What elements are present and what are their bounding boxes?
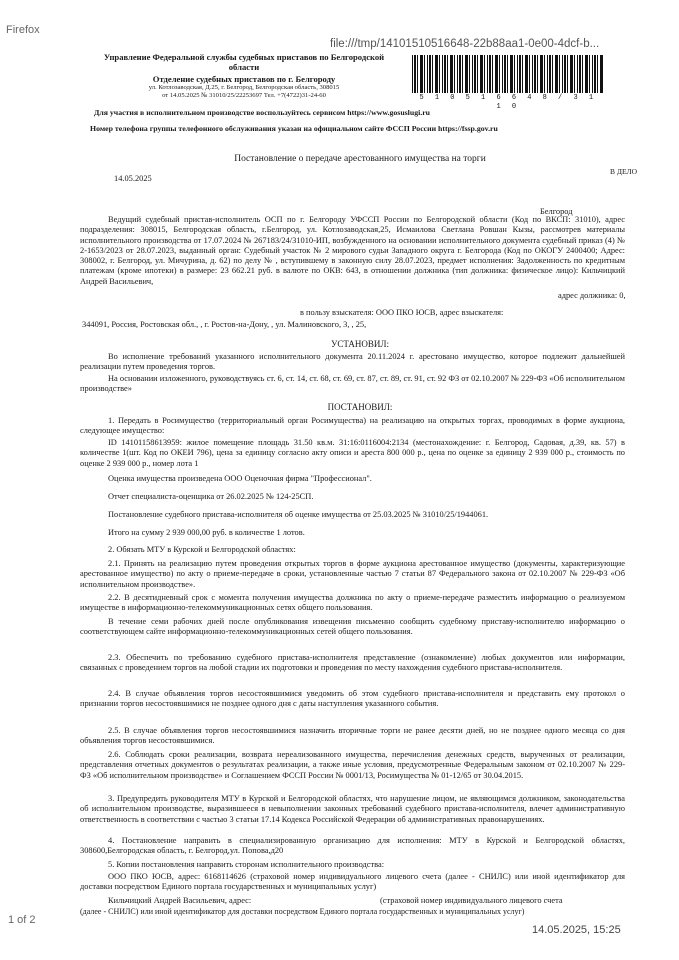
browser-app-name: Firefox — [6, 24, 40, 36]
page-counter: 1 of 2 — [8, 914, 36, 926]
barcode-number: 5 1 0 5 1 6 6 4 8 / 3 1 1 0 — [419, 94, 597, 111]
print-datetime: 14.05.2025, 15:25 — [532, 924, 621, 936]
clause-5-debtor-rest: (далее - СНИЛС) или иной идентификатор для доставки посредством Единого портала государственных и муниципальных услуг) — [80, 907, 525, 916]
clause-3: 3. Предупредить руководителя МТУ в Курской и Белгородской областях, что нарушение лицом, не являющимся должником, законодательства об исполнительном производстве, выразившееся в невыполнении законных требований судебного пристава-исполнителя, влечет административную ответственность в соответствии с частью 3 статьи 17.14 Кодекса Российской Федерации об административных правонарушениях. — [80, 794, 625, 824]
clause-1: 1. Передать в Росимущество (территориальный орган Росимущества) на реализацию на открытых торгах, проводимых в форме аукциона, следующее имущество: — [80, 416, 625, 436]
document-url: file:///tmp/14101510516648-22b88aa1-0e00-4dcf-b... — [330, 38, 600, 50]
intro-paragraph: Ведущий судебный пристав-исполнитель ОСП по г. Белгороду УФССП России по Белгородской области (Код по ВКСП: 31010), адрес подразделения: 308015, Белгородская область, г.Белгород, ул. Котлозаводская,25, Исмаилова Светлана Ровшан Кызы, рассмотрев материалы исполнительного производства от 17.07.2024 № 267183/24/31010-ИП, возбужденного на основании исполнительного документа судебный приказ (4) № 2-1653/2023 от 28.07.2023, выданный орган: Судебный участок № 2 мирового судьи Западного округа г. Белгорода (Код по ОКОГУ 2400400; Адрес: 308002, г. Белгород, ул. Мичурина, д. 62) по делу № , вступившему в законную силу 28.07.2023, предмет исполнения: Задолженность по кредитным платежам (кроме ипотеки) в размере: 23 662.21 руб. в валюте по ОКВ: 643, в отношении должника (тип должника: физическое лицо): Кильчицкий Андрей Васильевич, — [80, 215, 625, 286]
document-city: Белгород — [540, 207, 573, 216]
v-delo-mark: В ДЕЛО — [610, 167, 637, 176]
clause-2-6: 2.6. Соблюдать сроки реализации, возврата нереализованного имущества, перечисления денежных средств, вырученных от реализации, представления отчетных документов о результатах реализации, а также иные условия, предусмотренные Федеральным законом от 02.10.2007 № 229-ФЗ «Об исполнительном производстве» и Соглашением ФССП России № 0001/13, Росимущества № 01-12/65 от 30.04.2015. — [80, 750, 625, 780]
department-line1: Управление Федеральной службы судебных приставов по Белгородской — [103, 52, 385, 62]
claimant-address: 344091, Россия, Ростовская обл., , г. Ростов-на-Дону, , ул. Малиновского, 3, , 25, — [82, 320, 367, 329]
department-header — [84, 52, 404, 100]
clause-2-3: 2.3. Обеспечить по требованию судебного пристава-исполнителя представление (ознакомление) любых документов или информации, связанных с проведением торгов на любой стадии их подготовки и проведения по месту нахождения судебного пристава-исполнителя. — [80, 653, 625, 673]
clause-5-claimant: ООО ПКО ЮСВ, адрес: 6168114626 (страховой номер индивидуального лицевого счета (далее - СНИЛС) или иной идентификатор для доставки посредством Единого портала государственных и муниципальных услуг) — [80, 872, 625, 892]
clause-1-evaluation: Оценка имущества произведена ООО Оценочная фирма "Профессионал". — [108, 474, 372, 483]
department-line3: Отделение судебных приставов по г. Белгороду — [152, 74, 336, 85]
document-date: 14.05.2025 — [114, 174, 152, 183]
claimant-line: в пользу взыскателя: ООО ПКО ЮСВ, адрес взыскателя: — [300, 308, 504, 317]
barcode — [412, 55, 604, 93]
document-page — [70, 50, 650, 916]
clause-1-total: Итого на сумму 2 939 000,00 руб. в количестве 1 лотов. — [108, 528, 305, 537]
clause-2: 2. Обязать МТУ в Курской и Белгородской областях: — [108, 545, 296, 554]
clause-1-report: Отчет специалиста-оценщика от 26.02.2025 № 124-25СП. — [108, 492, 314, 501]
clause-5-debtor-snils: (страховой номер индивидуального лицевого счета — [380, 896, 563, 905]
department-address: ул. Котлозаводская, Д.25, г. Белгород, Белгородская область, 308015 — [148, 84, 340, 92]
clause-5: 5. Копии постановления направить сторонам исполнительного производства: — [108, 860, 385, 869]
clause-2-5: 2.5. В случае объявления торгов несостоявшимися назначить вторичные торги не ранее десяти дней, но не позднее одного месяца со дня объявления торгов несостоявшимися. — [80, 726, 625, 746]
established-p2: На основании изложенного, руководствуясь ст. 6, ст. 14, ст. 68, ст. 69, ст. 87, ст. 89, ст. 91, ст. 92 ФЗ от 02.10.2007 № 229-ФЗ «Об исполнительном производстве» — [80, 374, 625, 394]
document-title: Постановление о передаче арестованного имущества на торги — [234, 154, 486, 164]
clause-2-2b: В течение семи рабочих дней после опубликования извещения письменно сообщить судебному приставу-исполнителю информацию о соответствующем сайте информационно-телекоммуникационных сетей общего пользования. — [80, 617, 625, 637]
clause-2-1: 2.1. Принять на реализацию путем проведения открытых торгов в форме аукциона арестованное имущество (документы, характеризующие арестованное имущество) по акту о приеме-передаче в сроки, установленные частью 7 статьи 87 Федерального закона от 02.10.2007 № 229-ФЗ «Об исполнительном производстве». — [80, 559, 625, 589]
clause-5-debtor: Кильчицкий Андрей Васильевич, адрес: — [108, 896, 252, 905]
gosuslugi-note: Для участия в исполнительном производстве воспользуйтесь сервисом https://www.gosuslugi.ru — [94, 108, 431, 117]
established-heading: УСТАНОВИЛ: — [330, 339, 390, 349]
resolved-heading: ПОСТАНОВИЛ: — [327, 402, 393, 412]
established-p1: Во исполнение требований указанного исполнительного документа 20.11.2024 г. арестовано имущество, которое подлежит дальнейшей реализации путем проведения торгов. — [80, 352, 625, 372]
clause-2-2: 2.2. В десятидневный срок с момента получения имущества должника по акту о приеме-передаче разместить информацию о реализуемом имуществе в информационно-телекоммуникационных сетях общего пользования. — [80, 593, 625, 613]
clause-4: 4. Постановление направить в специализированную организацию для исполнения: МТУ в Курской и Белгородской областях, 308600,Белгородская область, г. Белгород,ул. Попова,д20 — [80, 836, 625, 856]
clause-1-item: ID 14101158613959: жилое помещение площадь 31.50 кв.м. 31:16:0116004:2134 (местонахождение: г. Белгород, Садовая, д.39, кв. 57) в количестве 1(шт. Код по ОКЕИ 796), цена за единицу согласно акту описи и ареста 800 000 р., цена по оценке за единицу 2 939 000 р., стоимость по оценке 2 939 000 р., номер лота 1 — [80, 438, 625, 468]
clause-2-4: 2.4. В случае объявления торгов несостоявшимися уведомить об этом судебного пристава-исполнителя и представить ему протокол о признании торгов несостоявшимися не позднее одного дня с даты наступления указанного события. — [80, 689, 625, 709]
phone-note: Номер телефона группы телефонного обслуживания указан на официальном сайте ФССП России https://fssp.gov.ru — [90, 124, 498, 133]
clause-1-order: Постановление судебного пристава-исполнителя об оценке имущества от 25.03.2025 № 31010/25/1944061. — [108, 510, 489, 519]
document-number-line: от 14.05.2025 № 31010/25/22253697 Тел. +7(4722)31-24-60 — [162, 92, 326, 100]
debtor-address: адрес должника: 0, — [558, 291, 626, 300]
department-line2: области — [228, 62, 260, 73]
